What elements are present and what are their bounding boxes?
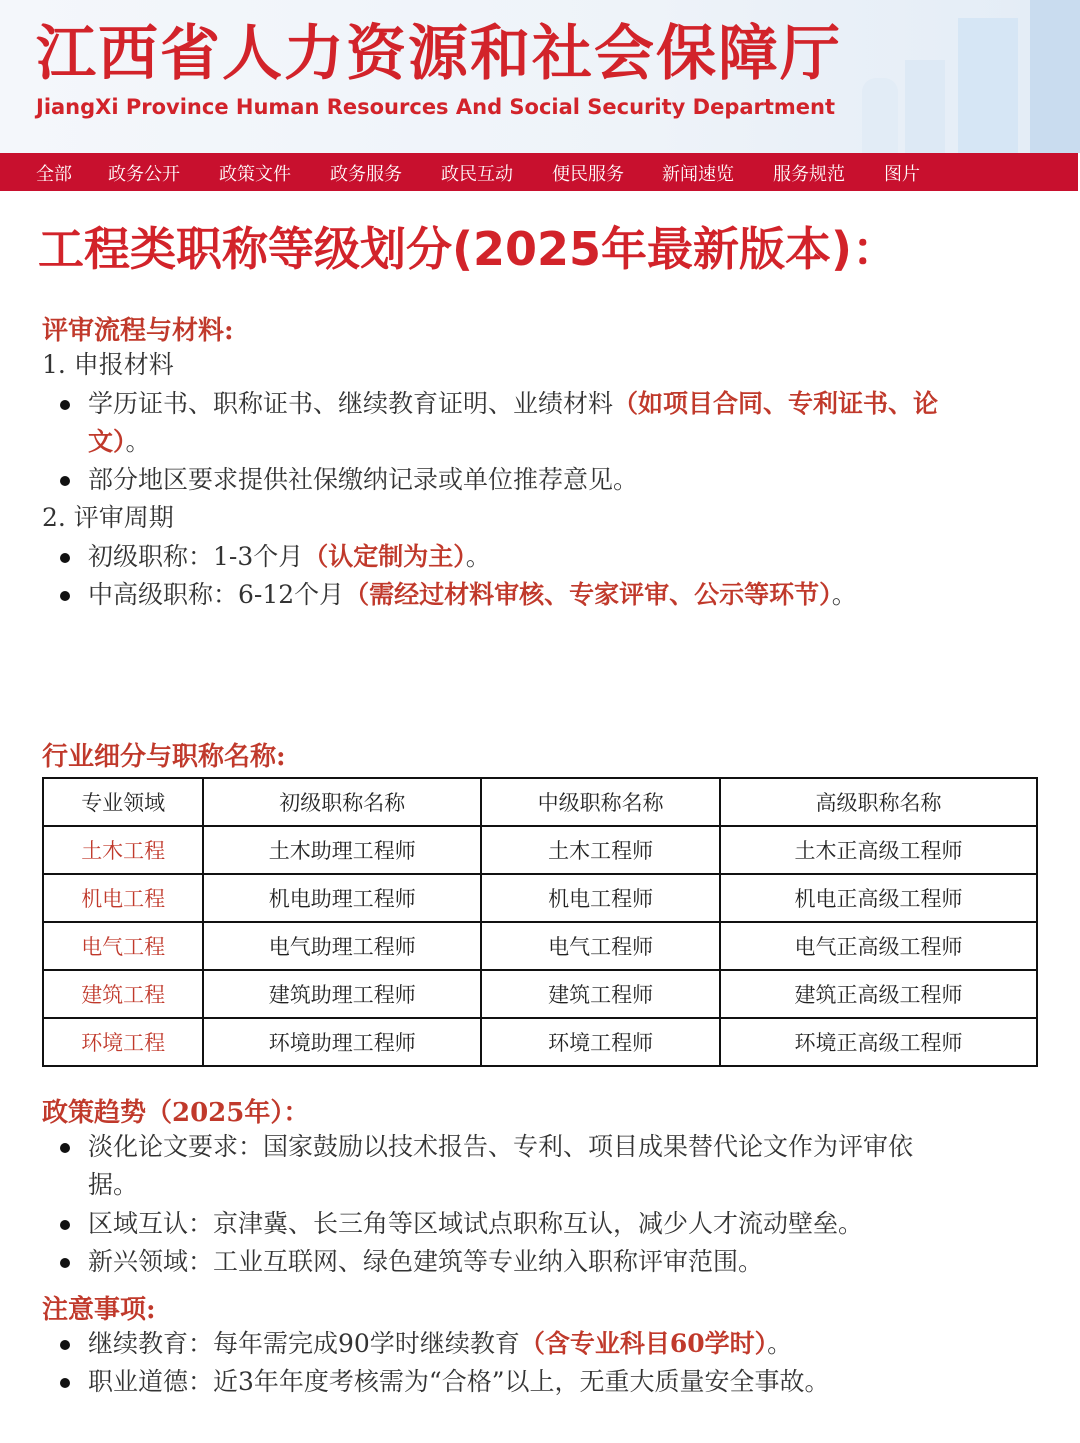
table-cell: 机电工程师 [481,874,720,922]
table-row [43,970,1037,1018]
list-item: 继续教育：每年需完成90学时继续教育（含专业科目60学时）。 [60,1325,1040,1363]
list-item: 中高级职称：6-12个月（需经过材料审核、专家评审、公示等环节）。 [60,576,1040,614]
nav-item-gov-affairs[interactable]: 政务公开 [108,164,180,185]
building-decoration [958,18,1018,153]
bullet-icon [60,1340,70,1350]
list-item: 部分地区要求提供社保缴纳记录或单位推荐意见。 [60,461,1040,499]
bullet-icon [60,591,70,601]
table-row [43,1018,1037,1066]
nav-item-convenience[interactable]: 便民服务 [552,164,624,185]
table-cell: 电气助理工程师 [203,922,481,970]
list-item: 区域互认：京津冀、长三角等区域试点职称互认，减少人才流动壁垒。 [60,1205,1040,1243]
industry-section-title: 行业细分与职称名称: [42,742,286,772]
nav-item-all[interactable]: 全部 [36,164,72,185]
field-cell: 土木工程 [43,826,203,874]
nav-item-policy-docs[interactable]: 政策文件 [219,164,291,185]
nav-item-interaction[interactable]: 政民互动 [441,164,513,185]
field-cell: 建筑工程 [43,970,203,1018]
table-cell: 机电正高级工程师 [720,874,1037,922]
site-subtitle: JiangXi Province Human Resources And Social Security Department [36,95,836,119]
site-title: 江西省人力资源和社会保障厅 [36,19,842,89]
list-item: 职业道德：近3年年度考核需为“合格”以上，无重大质量安全事故。 [60,1363,1040,1401]
nav-item-images[interactable]: 图片 [884,164,920,185]
nav-item-news[interactable]: 新闻速览 [662,164,734,185]
bullet-icon [60,1378,70,1388]
table-row [43,826,1037,874]
bullet-icon [60,1220,70,1230]
table-cell: 建筑正高级工程师 [720,970,1037,1018]
bullet-icon [60,400,70,410]
field-cell: 环境工程 [43,1018,203,1066]
table-cell: 机电助理工程师 [203,874,481,922]
review-cycle-heading: 2. 评审周期 [42,503,174,532]
list-item: 初级职称：1-3个月（认定制为主）。 [60,538,1040,576]
table-row [43,874,1037,922]
field-cell: 电气工程 [43,922,203,970]
column-header: 专业领域 [43,778,203,826]
table-row [43,922,1037,970]
table-cell: 环境助理工程师 [203,1018,481,1066]
list-item: 淡化论文要求：国家鼓励以技术报告、专利、项目成果替代论文作为评审依 据。 [60,1128,1040,1204]
site-header [0,0,1080,153]
column-header: 初级职称名称 [203,778,481,826]
policy-section-title: 政策趋势（2025年）： [42,1098,310,1128]
table-cell: 建筑助理工程师 [203,970,481,1018]
list-item: 新兴领域：工业互联网、绿色建筑等专业纳入职称评审范围。 [60,1243,1040,1281]
field-cell: 机电工程 [43,874,203,922]
table-cell: 电气工程师 [481,922,720,970]
table-cell: 环境工程师 [481,1018,720,1066]
main-nav [0,153,1078,191]
page-title: 工程类职称等级划分(2025年最新版本)： [38,222,899,276]
table-cell: 土木正高级工程师 [720,826,1037,874]
building-decoration [1030,0,1080,153]
column-header: 中级职称名称 [481,778,720,826]
materials-heading: 1. 申报材料 [42,350,174,379]
bullet-icon [60,553,70,563]
building-decoration [905,60,945,153]
building-decoration [862,78,898,153]
list-item: 学历证书、职称证书、继续教育证明、业绩材料（如项目合同、专利证书、论 文）。 [60,385,1040,461]
table-cell: 土木助理工程师 [203,826,481,874]
title-table [42,777,1038,1067]
nav-item-gov-services[interactable]: 政务服务 [330,164,402,185]
notes-section-title: 注意事项: [42,1295,156,1325]
nav-item-standards[interactable]: 服务规范 [773,164,845,185]
bullet-icon [60,1258,70,1268]
table-cell: 建筑工程师 [481,970,720,1018]
table-header-row [43,778,1037,826]
table-cell: 电气正高级工程师 [720,922,1037,970]
table-cell: 土木工程师 [481,826,720,874]
bullet-icon [60,1143,70,1153]
process-section-title: 评审流程与材料: [42,316,234,346]
column-header: 高级职称名称 [720,778,1037,826]
bullet-icon [60,476,70,486]
table-cell: 环境正高级工程师 [720,1018,1037,1066]
